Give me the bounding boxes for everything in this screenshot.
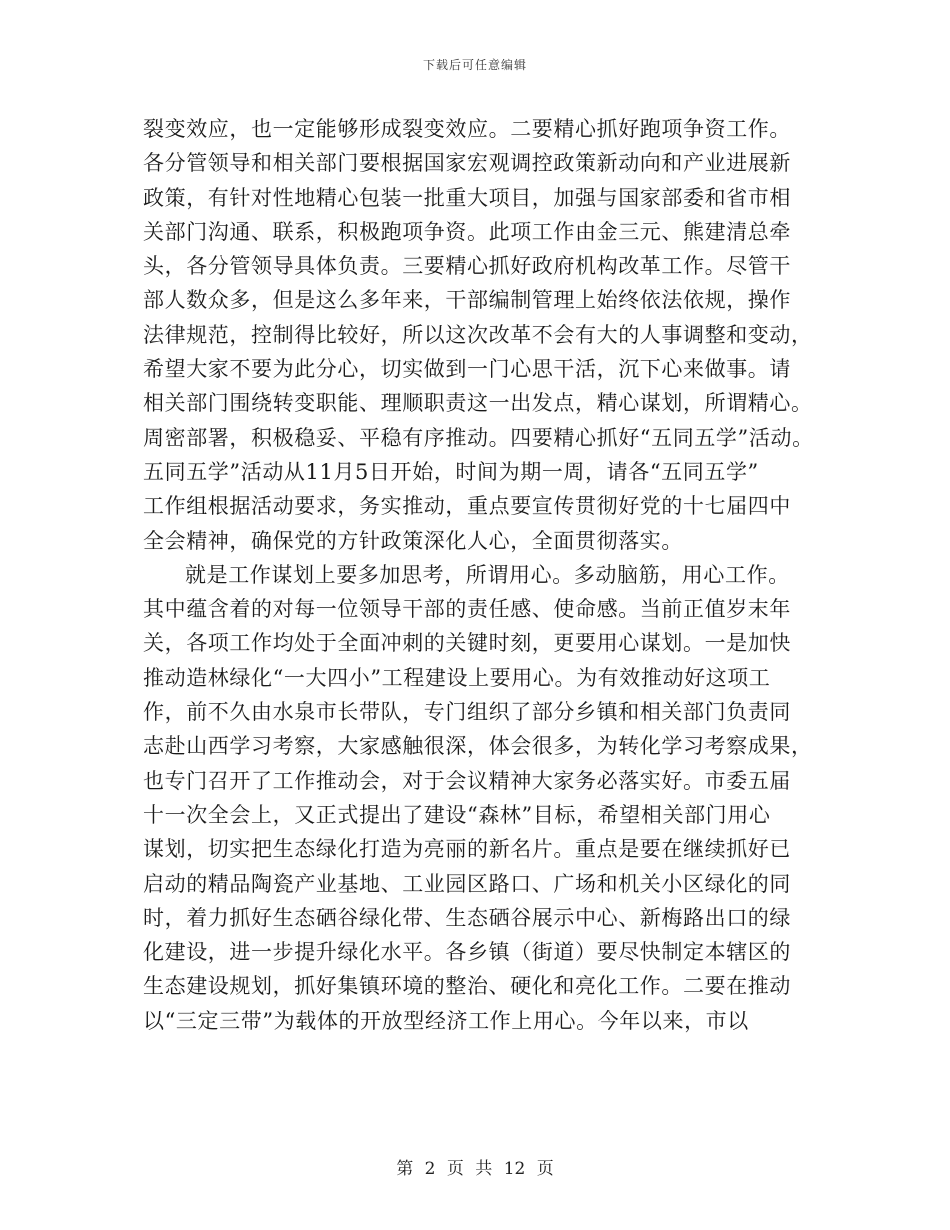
text-line: 全会精神，确保党的方针政策深化人心，全面贯彻落实。 xyxy=(143,528,683,553)
text-line: 推动造林绿化“一大四小”工程建设上要用心。为有效推动好这项工 xyxy=(143,665,771,690)
text-line: 关，各项工作均处于全面冲刺的关键时刻，更要用心谋划。一是加快 xyxy=(143,631,791,656)
text-line: 政策，有针对性地精心包装一批重大项目，加强与国家部委和省市相 xyxy=(143,185,791,210)
text-line: 五同五学”活动从11月5日开始，时间为期一周，请各“五同五学” xyxy=(143,459,759,484)
text-line: 谋划，切实把生态绿化打造为亮丽的新名片。重点是要在继续抓好已 xyxy=(143,837,791,862)
paragraph-start-line: 就是工作谋划上要多加思考，所谓用心。多动脑筋，用心工作。 xyxy=(185,562,790,587)
page-number-footer: 第 2 页 共 12 页 xyxy=(396,1159,554,1179)
text-line: 志赴山西学习考察，大家感触很深，体会很多，为转化学习考察成果， xyxy=(143,734,813,759)
page-header: 下载后可任意编辑 xyxy=(422,58,527,72)
text-line: 关部门沟通、联系，积极跑项争资。此项工作由金三元、熊建清总牵 xyxy=(143,219,791,244)
text-line: 工作组根据活动要求，务实推动，重点要宣传贯彻好党的十七届四中 xyxy=(143,494,791,519)
text-line: 其中蕴含着的对每一位领导干部的责任感、使命感。当前正值岁末年 xyxy=(143,597,791,622)
text-line: 生态建设规划，抓好集镇环境的整治、硬化和亮化工作。二要在推动 xyxy=(143,974,791,999)
text-line: 时，着力抓好生态硒谷绿化带、生态硒谷展示中心、新梅路出口的绿 xyxy=(143,905,791,930)
text-line: 十一次全会上，又正式提出了建设“森林”目标，希望相关部门用心 xyxy=(143,802,771,827)
text-line: 以“三定三带”为载体的开放型经济工作上用心。今年以来，市以 xyxy=(143,1008,749,1033)
document-body xyxy=(143,112,833,1038)
text-line: 化建设，进一步提升绿化水平。各乡镇（街道）要尽快制定本辖区的 xyxy=(143,940,791,965)
text-line: 法律规范，控制得比较好，所以这次改革不会有大的人事调整和变动， xyxy=(143,322,813,347)
text-line: 希望大家不要为此分心，切实做到一门心思干活，沉下心来做事。请 xyxy=(143,357,791,382)
text-line: 作，前不久由水泉市长带队，专门组织了部分乡镇和相关部门负责同 xyxy=(143,700,791,725)
text-line: 相关部门围绕转变职能、理顺职责这一出发点，精心谋划，所谓精心。 xyxy=(143,391,813,416)
text-line: 启动的精品陶瓷产业基地、工业园区路口、广场和机关小区绿化的同 xyxy=(143,871,791,896)
text-line: 各分管领导和相关部门要根据国家宏观调控政策新动向和产业进展新 xyxy=(143,151,791,176)
text-line: 裂变效应，也一定能够形成裂变效应。二要精心抓好跑项争资工作。 xyxy=(143,117,791,141)
text-line: 周密部署，积极稳妥、平稳有序推动。四要精心抓好“五同五学”活动。 xyxy=(143,425,814,450)
text-line: 部人数众多，但是这么多年来，干部编制管理上始终依法依规，操作 xyxy=(143,288,791,313)
text-line: 头，各分管领导具体负责。三要精心抓好政府机构改革工作。尽管干 xyxy=(143,254,791,279)
text-line: 也专门召开了工作推动会，对于会议精神大家务必落实好。市委五届 xyxy=(143,768,791,793)
